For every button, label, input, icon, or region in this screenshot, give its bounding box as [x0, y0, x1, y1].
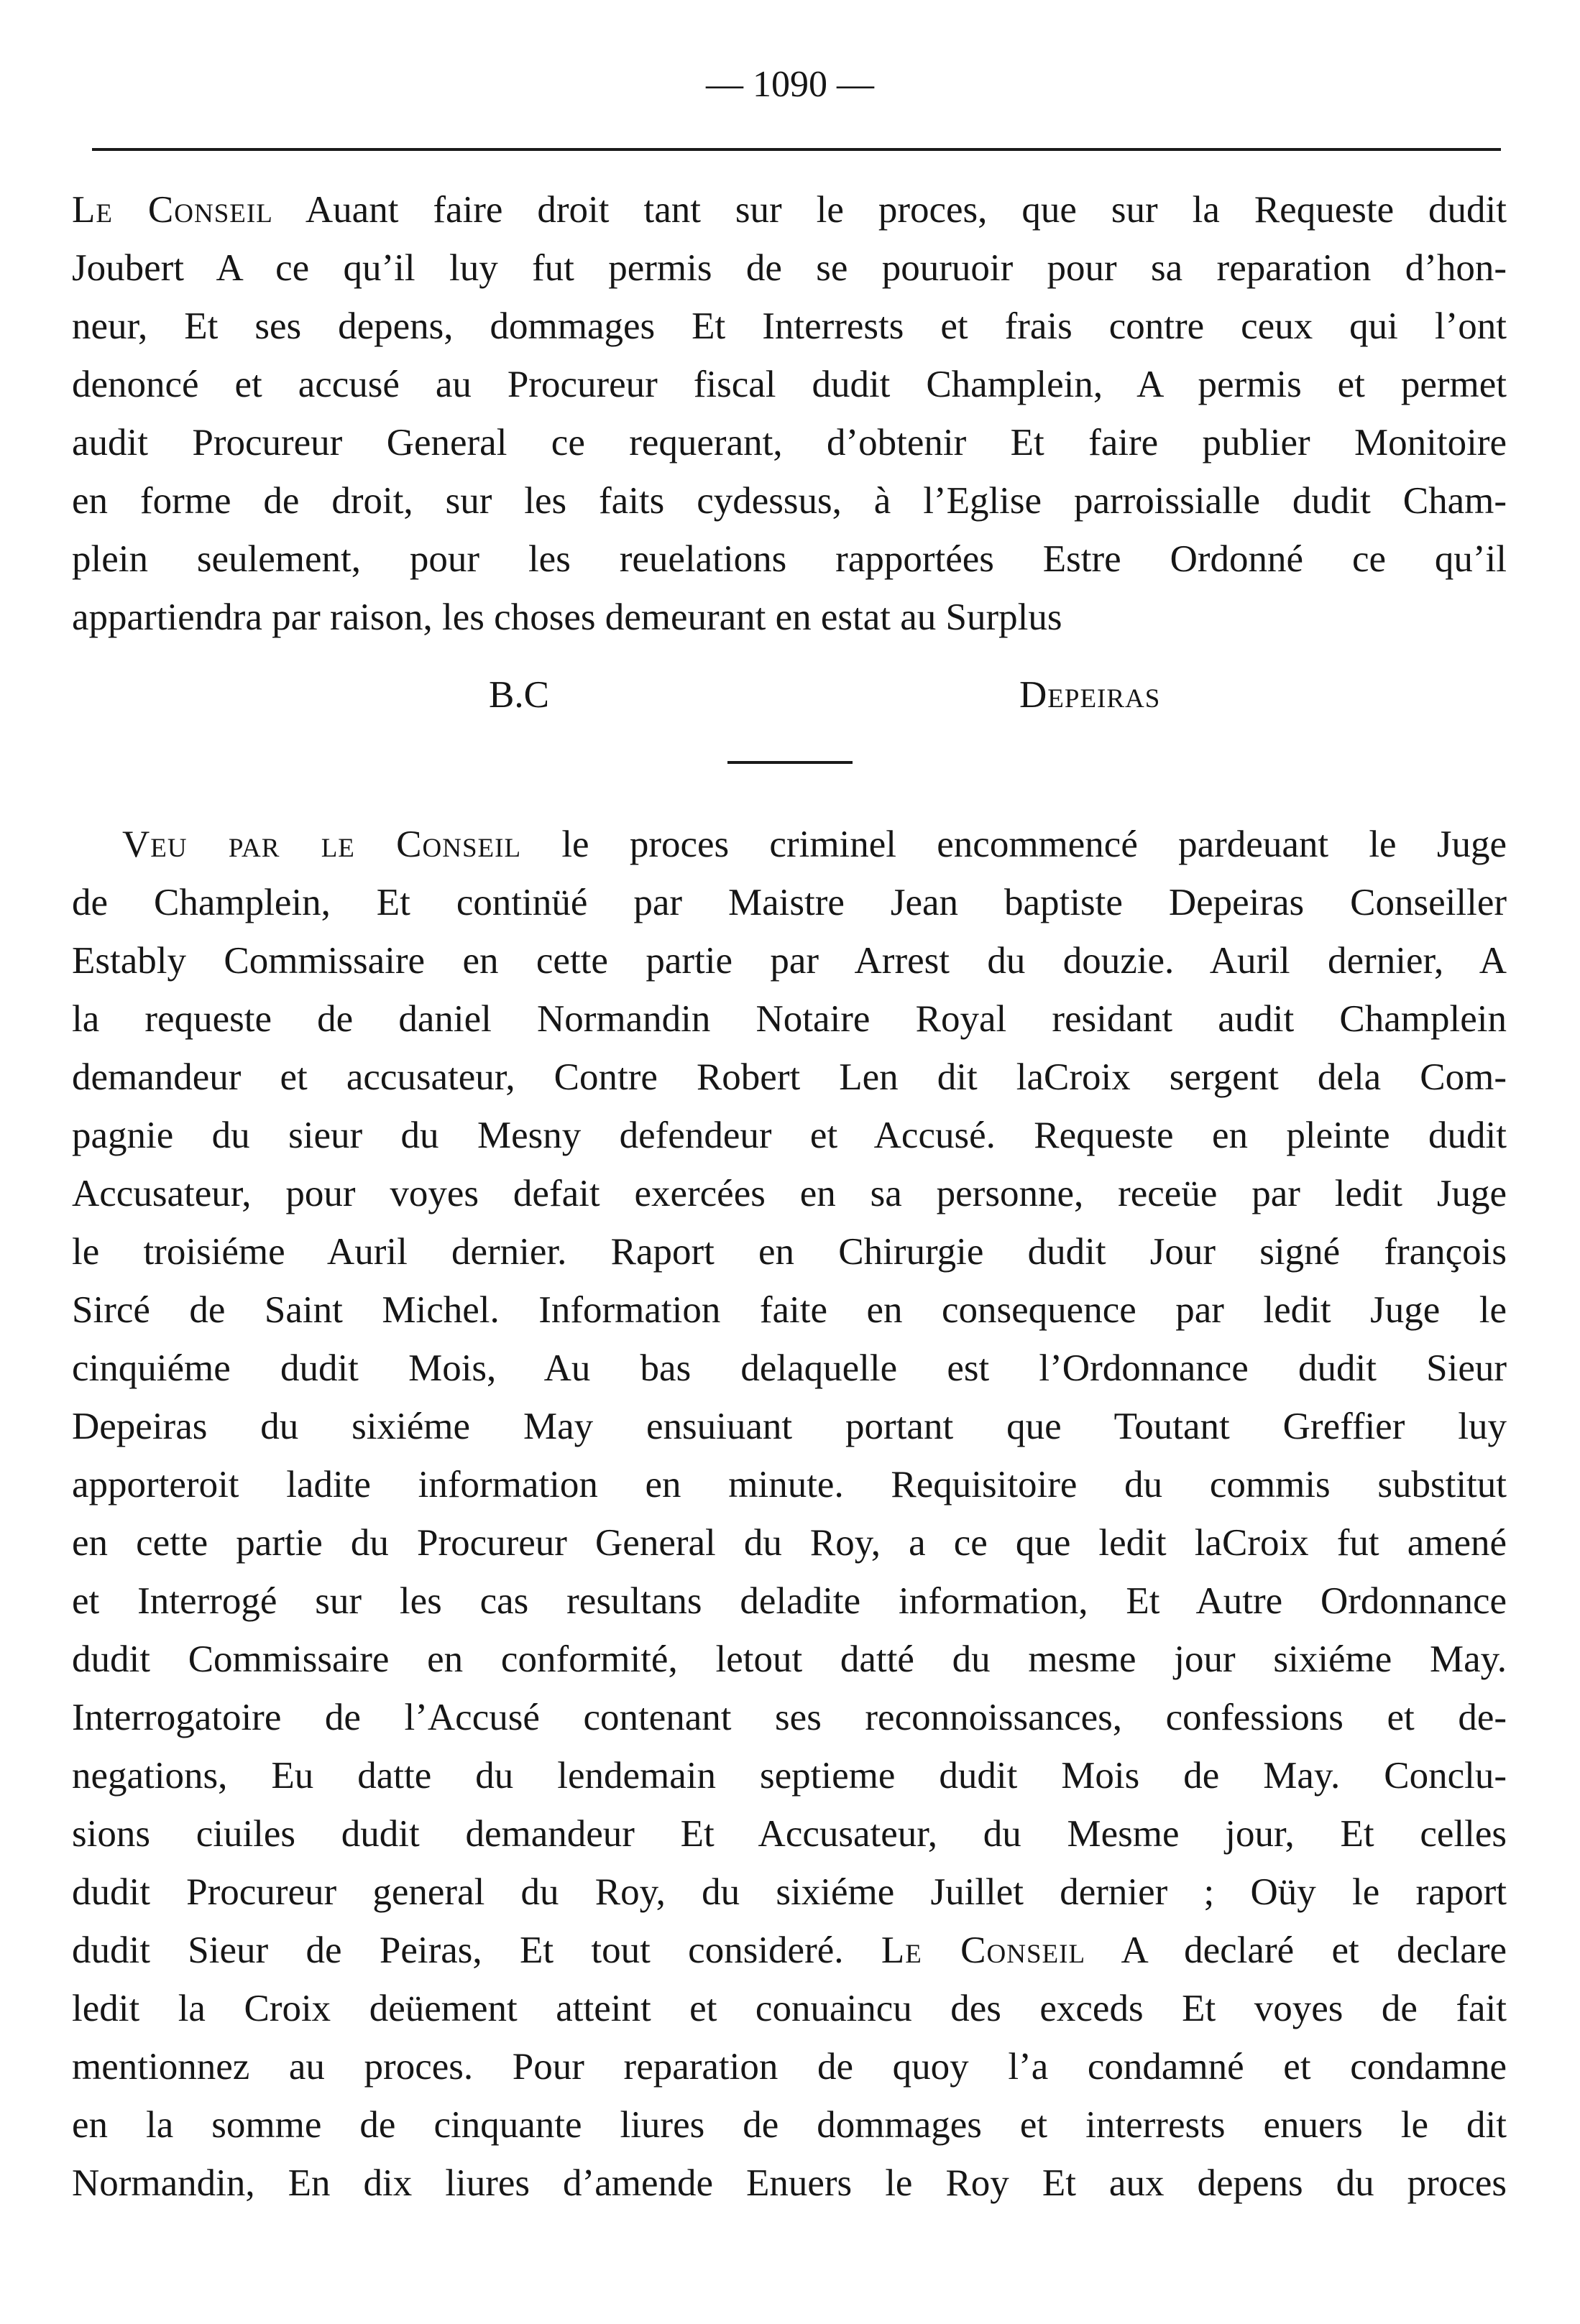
text-line: demandeur et accusateur, Contre Robert Len dit laCroix sergent dela Com-: [72, 1056, 1507, 1098]
lead-small-caps: Le Conseil: [72, 189, 273, 231]
text-line: apporteroit ladite information en minute. Requisitoire du commis substitut: [72, 1464, 1507, 1505]
text-line: pagnie du sieur du Mesny defendeur et Accusé. Requeste en pleinte dudit: [72, 1115, 1507, 1156]
section-divider: [727, 761, 853, 764]
text-line: et Interrogé sur les cas resultans deladite information, Et Autre Ordonnance: [72, 1580, 1507, 1622]
text-line: la requeste de daniel Normandin Notaire Royal residant audit Champlein: [72, 998, 1507, 1040]
text-line: Le Conseil Auant faire droit tant sur le proces, que sur la Requeste dudit: [72, 189, 1507, 231]
signature-left: B.C: [489, 674, 549, 716]
text-line: neur, Et ses depens, dommages Et Interrests et frais contre ceux qui l’ont: [72, 305, 1507, 347]
text-line: mentionnez au proces. Pour reparation de quoy l’a condamné et condamne: [72, 2046, 1507, 2088]
text-line: Joubert A ce qu’il luy fut permis de se pouruoir pour sa reparation d’hon-: [72, 247, 1507, 289]
text-line: le troisiéme Auril dernier. Raport en Chirurgie dudit Jour signé françois: [72, 1231, 1507, 1273]
text-line: sions ciuiles dudit demandeur Et Accusateur, du Mesme jour, Et celles: [72, 1813, 1507, 1855]
text-line: plein seulement, pour les reuelations rapportées Estre Ordonné ce qu’il: [72, 538, 1507, 580]
text-line: Normandin, En dix liures d’amende Enuers le Roy Et aux depens du proces: [72, 2162, 1507, 2204]
text-line: dudit Procureur general du Roy, du sixiéme Juillet dernier ; Oüy le raport: [72, 1871, 1507, 1913]
text-line: negations, Eu datte du lendemain septieme dudit Mois de May. Conclu-: [72, 1755, 1507, 1797]
signature-right: Depeiras: [1019, 674, 1161, 716]
text-line: Accusateur, pour voyes defait exercées en sa personne, receüe par ledit Juge: [72, 1173, 1507, 1214]
page-number: — 1090 —: [706, 64, 874, 105]
lead-small-caps: Veu par le Conseil: [122, 824, 522, 865]
text-line: Interrogatoire de l’Accusé contenant ses reconnoissances, confessions et de-: [72, 1697, 1507, 1738]
text-line: Estably Commissaire en cette partie par Arrest du douzie. Auril dernier, A: [72, 940, 1507, 982]
inline-small-caps: Le Conseil: [881, 1929, 1086, 1971]
text-line: denoncé et accusé au Procureur fiscal dudit Champlein, A permis et permet: [72, 364, 1507, 405]
text-line: Veu par le Conseil le proces criminel encommencé pardeuant le Juge: [122, 824, 1507, 865]
paragraph-proceedings: [72, 816, 1507, 2213]
text-line: dudit Commissaire en conformité, letout datté du mesme jour sixiéme May.: [72, 1638, 1507, 1680]
text-line: Depeiras du sixiéme May ensuiuant portant que Toutant Greffier luy: [72, 1406, 1507, 1447]
text-line: appartiendra par raison, les choses demeurant en estat au Surplus: [72, 596, 1062, 638]
text-line: en forme de droit, sur les faits cydessus, à l’Eglise parroissialle dudit Cham-: [72, 480, 1507, 522]
text-line: de Champlein, Et continüé par Maistre Jean baptiste Depeiras Conseiller: [72, 882, 1507, 923]
text-line: en cette partie du Procureur General du Roy, a ce que ledit laCroix fut amené: [72, 1522, 1507, 1564]
text-line: Sircé de Saint Michel. Information faite en consequence par ledit Juge le: [72, 1289, 1507, 1331]
text-line: en la somme de cinquante liures de dommages et interrests enuers le dit: [72, 2104, 1507, 2146]
text-line: dudit Sieur de Peiras, Et tout consideré. Le Conseil A declaré et declare: [72, 1929, 1507, 1971]
paragraph-judgment: [72, 181, 1507, 647]
text-line: ledit la Croix deüement atteint et conuaincu des exceds Et voyes de fait: [72, 1988, 1507, 2029]
text-line: cinquiéme dudit Mois, Au bas delaquelle est l’Ordonnance dudit Sieur: [72, 1347, 1507, 1389]
header-rule: [92, 148, 1501, 151]
text-line: audit Procureur General ce requerant, d’obtenir Et faire publier Monitoire: [72, 422, 1507, 464]
